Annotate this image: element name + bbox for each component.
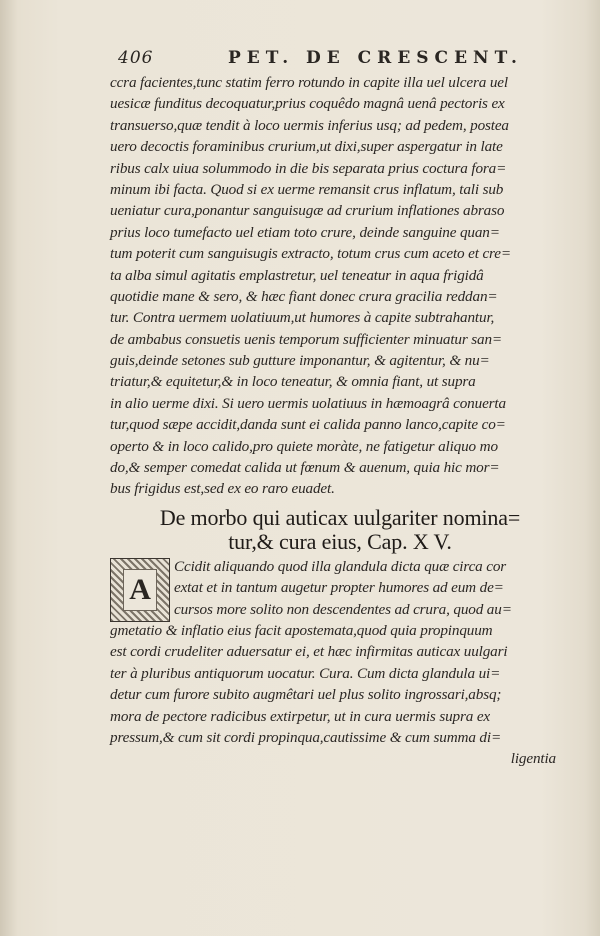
folio-number: 406 bbox=[118, 48, 154, 68]
text-line: prius loco tumefacto uel etiam toto crure, deinde sanguine quan= bbox=[110, 223, 500, 241]
text-line: triatur,& equitetur,& in loco teneatur, & omnia fiant, ut supra bbox=[110, 373, 476, 391]
text-line: bus frigidus est,sed ex eo raro euadet. bbox=[110, 480, 335, 498]
text-line: pressum,& cum sit cordi propinqua,cautissime & cum summa di= bbox=[110, 728, 502, 746]
text-line: ta alba simul agitatis emplastretur, uel teneatur in aqua frigidâ bbox=[110, 266, 484, 284]
initial-letter: A bbox=[123, 569, 157, 611]
chapter-opening bbox=[110, 556, 570, 620]
main-text bbox=[110, 72, 570, 770]
text-line: tum poterit cum sanguisugis extracto, totum crus cum aceto et cre= bbox=[110, 245, 511, 263]
text-line: uesicæ funditus decoquatur,prius coquêdo magnâ uenâ pectoris ex bbox=[110, 95, 505, 113]
text-line: guis,deinde setones sub gutture imponantur, & agitentur, & nu= bbox=[110, 352, 490, 370]
text-line: in alio uerme dixi. Si uero uermis uolatiuus in hæmoagrâ conuerta bbox=[110, 394, 506, 412]
text-line: ccra facientes,tunc statim ferro rotundo in capite illa uel ulcera uel bbox=[110, 74, 508, 91]
paragraph-chapter-15 bbox=[110, 620, 570, 748]
chapter-heading bbox=[110, 506, 570, 554]
text-line: extat et in tantum augetur propter humores ad eum de= bbox=[174, 579, 504, 597]
chapter-heading-line: De morbo qui auticax uulgariter nomina= bbox=[159, 504, 521, 530]
text-line: ribus calx uiua solummodo in die bis separata prius coctura fora= bbox=[110, 159, 507, 177]
chapter-heading-line: tur,& cura eius, Cap. X V. bbox=[228, 528, 452, 554]
text-line: quotidie mane & sero, & hæc fiant donec crura gracilia reddan= bbox=[110, 287, 498, 305]
text-line: tur,quod sæpe accidit,danda sunt ei calida panno lanco,capite co= bbox=[110, 416, 506, 434]
decorated-initial bbox=[110, 558, 170, 622]
text-line: cursos more solito non descendentes ad crura, quod au= bbox=[174, 600, 512, 618]
text-line: transuerso,quæ tendit à loco uermis inferius usq; ad pedem, postea bbox=[110, 116, 509, 134]
text-line: uero decoctis foraminibus crurium,ut dixi,super aspergatur in late bbox=[110, 138, 503, 156]
text-line: ter à pluribus antiquorum uocatur. Cura. Cum dicta glandula ui= bbox=[110, 664, 501, 682]
text-line: do,& semper comedat calida ut fœnum & auenum, quia hic mor= bbox=[110, 459, 500, 477]
running-head: PET. DE CRESCENT. bbox=[228, 48, 523, 68]
text-line: de ambabus consuetis uenis temporum sufficienter minuatur san= bbox=[110, 330, 502, 348]
text-line: minum ibi facta. Quod si ex uerme remansit crus inflatum, tali sub bbox=[110, 180, 504, 198]
paragraph-previous-chapter bbox=[110, 72, 570, 500]
text-line: Ccidit aliquando quod illa glandula dicta quæ circa cor bbox=[174, 557, 507, 575]
text-line: detur cum furore subito augmêtari uel plus solito ingrossari,absq; bbox=[110, 686, 502, 704]
text-line: tur. Contra uermem uolatiuum,ut humores à capite subtrahantur, bbox=[110, 309, 495, 327]
text-line: est cordi crudeliter aduersatur ei, et hæc infirmitas auticax uulgari bbox=[110, 643, 508, 661]
catchword: ligentia bbox=[510, 750, 556, 768]
text-line: mora de pectore radicibus extirpetur, ut in cura uermis supra ex bbox=[110, 707, 491, 725]
text-line: ueniatur cura,ponantur sanguisugæ ad crurium inflationes abraso bbox=[110, 202, 505, 220]
text-line: gmetatio & inflatio eius facit apostemata,quod quia propinquum bbox=[110, 621, 493, 639]
text-line: operto & in loco calido,pro quiete moràte, ne fatigetur aliquo mo bbox=[110, 437, 498, 455]
